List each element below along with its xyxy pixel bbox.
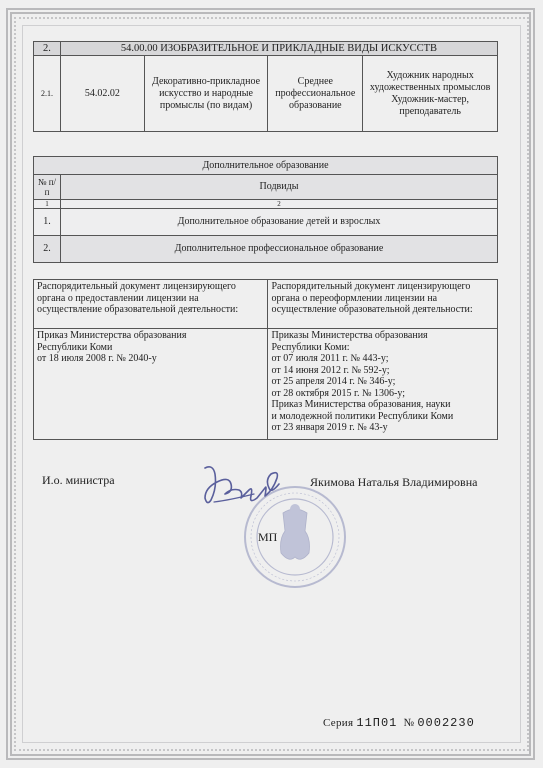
series-code: 11П01 (356, 716, 398, 730)
document-line: и молодежной политики Республики Коми (271, 410, 454, 422)
document-line: от 07 июля 2011 г. № 443-у; (271, 353, 389, 364)
section-title: Дополнительное образование (34, 157, 498, 175)
signatory-name: Якимова Наталья Владимировна (310, 475, 478, 489)
col-index: 2 (60, 200, 497, 209)
document-line: Республики Коми (37, 341, 113, 353)
document-line: от 28 октября 2015 г. № 1306-у; (271, 387, 405, 399)
row-number: 1. (34, 209, 61, 236)
col-header-subtypes: Подвиды (60, 175, 497, 200)
series-label: Серия (323, 717, 354, 729)
document-line: Приказ Министерства образования, науки (271, 399, 451, 410)
specialty-name: Декоративно-прикладное искусство и народные промыслы (по видам) (144, 56, 268, 132)
education-level: Среднее профессиональное образование (268, 56, 363, 132)
issue-document-header: Распорядительный документ лицензирующего органа о предоставлении лицензии на осуществление образовательной деятельности: (34, 280, 268, 329)
subtype-name: Дополнительное профессиональное образование (60, 236, 497, 263)
specialty-code: 54.02.02 (60, 56, 144, 132)
group-number: 2. (34, 42, 61, 56)
group-title: 54.00.00 ИЗОБРАЗИТЕЛЬНОЕ И ПРИКЛАДНЫЕ ВИДЫ ИСКУССТВ (60, 42, 497, 56)
row-number: 2.1. (34, 56, 61, 132)
handwritten-signature-icon (205, 467, 279, 503)
document-line: Приказ Министерства образования (37, 330, 187, 341)
official-stamp-icon (245, 487, 345, 587)
document-line: от 14 июня 2012 г. № 592-у; (271, 364, 390, 376)
document-line: Приказы Министерства образования (271, 330, 428, 341)
signatory-position: И.о. министра (42, 473, 115, 487)
form-series-number (323, 716, 475, 730)
seal-place-label: МП (258, 530, 278, 544)
col-index: 1 (34, 200, 61, 209)
row-number: 2. (34, 236, 61, 263)
document-line: от 25 апреля 2014 г. № 346-у; (271, 376, 396, 387)
qualification: Художник народных художественных промыслов Художник-мастер, преподаватель (363, 56, 498, 132)
number-sign: № (403, 717, 415, 729)
col-header-num: № п/п (34, 175, 61, 200)
document-line: Республики Коми: (271, 341, 350, 353)
form-number: 0002230 (417, 716, 475, 730)
document-line: от 23 января 2019 г. № 43-у (271, 422, 388, 433)
subtype-name: Дополнительное образование детей и взрослых (60, 209, 497, 236)
document-line: от 18 июля 2008 г. № 2040-у (37, 353, 157, 364)
reissue-document-header: Распорядительный документ лицензирующего органа о переоформлении лицензии на осуществление образовательной деятельности: (268, 280, 498, 329)
